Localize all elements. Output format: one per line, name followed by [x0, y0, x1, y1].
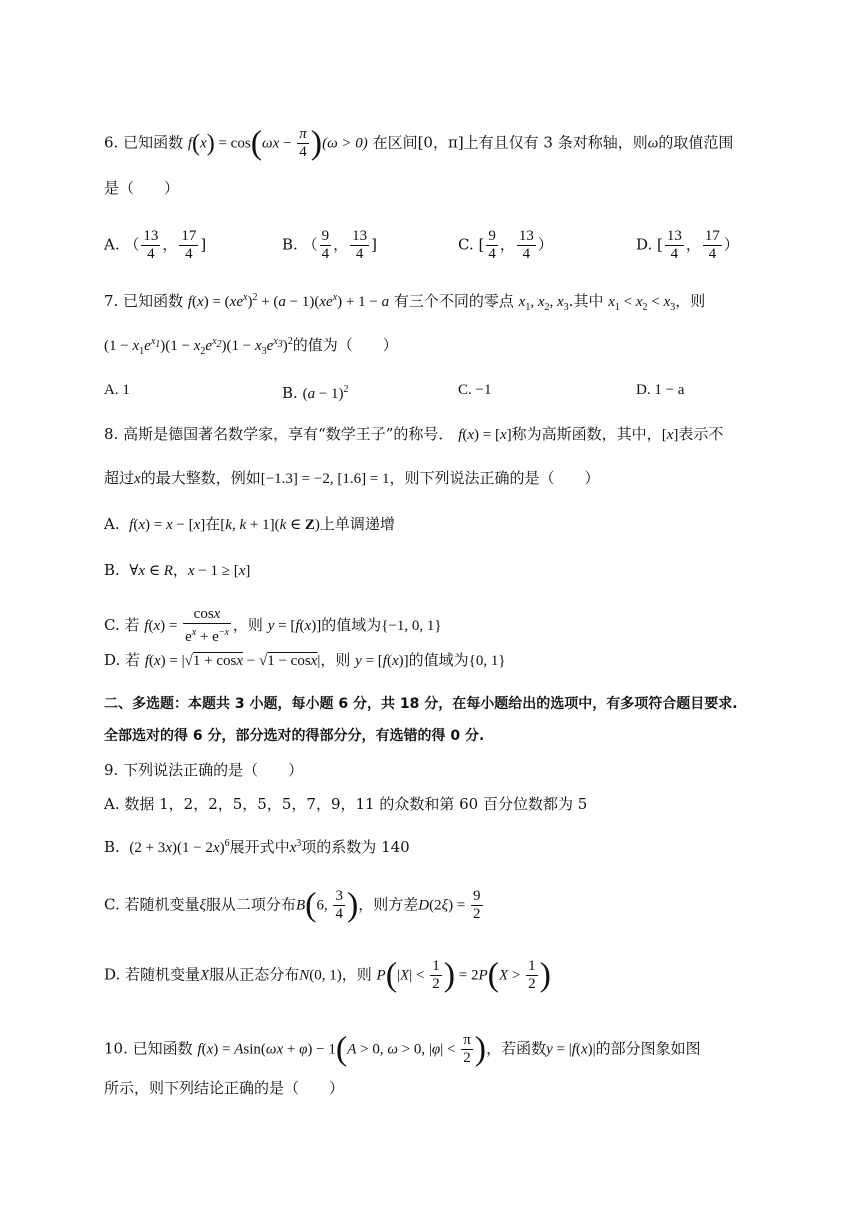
q6-suffix: 的取值范围	[658, 133, 734, 152]
q7-option-a[interactable]: A. 1	[104, 382, 130, 398]
q7-option-c[interactable]: C. −1	[458, 382, 492, 398]
q8-stem-line2: 超过x的最大整数，例如[−1.3] = −2, [1.6] = 1，则下列说法正确的是（ ）	[104, 469, 600, 487]
q7-option-d[interactable]: D. 1 − a	[636, 382, 685, 398]
q8-option-c[interactable]: C. 若 f(x) = $\frac{\cos x}{e^x + e^{-x}}$ ，则 y = [f(x)]的值域为{−1, 0, 1}	[104, 606, 442, 645]
q7-stem-line1: 7. 已知函数 $f(x) = (xe^x)^2 + (a - 1)(xe^x) + 1 - a$ 有三个不同的零点 $x_1$, $x_2$, $x_3$.其中 $x_1 < x_2 < x_3$，则	[104, 292, 706, 313]
q8-option-a[interactable]: A. f(x) = x − [x]在[k, k + 1](k ∈ Z)上单调递增	[104, 515, 395, 533]
q6-option-b[interactable]: B. （ $\frac{9}{4}$ ， $\frac{13}{4}$ ]	[282, 228, 377, 262]
q6-stem-line2: 是（ ）	[104, 179, 180, 197]
q6-option-c[interactable]: C. [ $\frac{9}{4}$ ， $\frac{13}{4}$ ）	[458, 228, 553, 262]
q7-stem-line2: $(1 - x_1e^{x_1})(1 - x_2e^{x_2})(1 - x_3e^{x_3})^2$的值为（ ）	[104, 336, 398, 357]
q6-stem-line1: 6. 已知函数 f(x) = cos(ωx − $\frac{\pi}{4}$ )(ω > 0) 在区间[0，π]上有且仅有 3 条对称轴，则ω的取值范围	[104, 124, 734, 162]
q6-formula: f	[187, 135, 193, 152]
q6-condition: (ω > 0)	[322, 135, 368, 152]
section2-heading-line2: 全部选对的得 6 分，部分选对的得部分分，有选错的得 0 分.	[104, 728, 485, 744]
q9-option-a[interactable]: A. 数据 1，2，2，5，5，5，7，9，11 的众数和第 60 百分位数都为 5	[104, 795, 588, 813]
q7-option-b[interactable]: B. $(a - 1)^2$	[282, 384, 349, 402]
q6-option-d[interactable]: D. [ $\frac{13}{4}$ ， $\frac{17}{4}$ ）	[636, 228, 739, 262]
q9-option-d[interactable]: D. 若随机变量X服从正态分布N(0, 1)，则 P(|X| < $\frac{1}{2}$ ) = 2P(X > $\frac{1}{2}$ )	[104, 956, 551, 994]
q6-prefix: 6. 已知函数	[104, 133, 184, 152]
section2-heading-line1: 二、多选题：本题共 3 小题，每小题 6 分，共 18 分，在每小题给出的选项中，有多项符合题目要求.	[104, 696, 738, 712]
q9-stem: 9. 下列说法正确的是（ ）	[104, 761, 304, 779]
q8-stem-line1: 8. 高斯是德国著名数学家，享有“数学王子”的称号． f(x) = [x]称为高斯函数，其中，[x]表示不	[104, 425, 724, 443]
q9-option-b[interactable]: B. $(2 + 3x)(1 - 2x)^6$展开式中$x^3$项的系数为 140	[104, 838, 410, 856]
q10-stem-line1: 10. 已知函数 f(x) = Asin(ωx + φ) − 1(A > 0, ω > 0, |φ| < $\frac{\pi}{2}$ )，若函数y = |f(x)|的部分图象如图	[104, 1030, 701, 1068]
q8-option-d[interactable]: D. 若 f(x) = |√1 + cosx − √1 − cosx|，则 y = [f(x)]的值域为{0, 1}	[104, 651, 506, 669]
q6-option-a[interactable]: A. （ $\frac{13}{4}$ ， $\frac{17}{4}$ ]	[104, 228, 207, 262]
q6-mid: 在区间[0，π]上有且仅有 3 条对称轴，则	[372, 133, 648, 152]
q9-option-c[interactable]: C. 若随机变量ξ服从二项分布B(6, $\frac{3}{4}$ )，则方差D(2ξ) = $\frac{9}{2}$	[104, 886, 481, 924]
q8-option-b[interactable]: B. ∀x ∈ R，x − 1 ≥ [x]	[104, 561, 251, 579]
q10-stem-line2: 所示，则下列结论正确的是（ ）	[104, 1079, 345, 1097]
